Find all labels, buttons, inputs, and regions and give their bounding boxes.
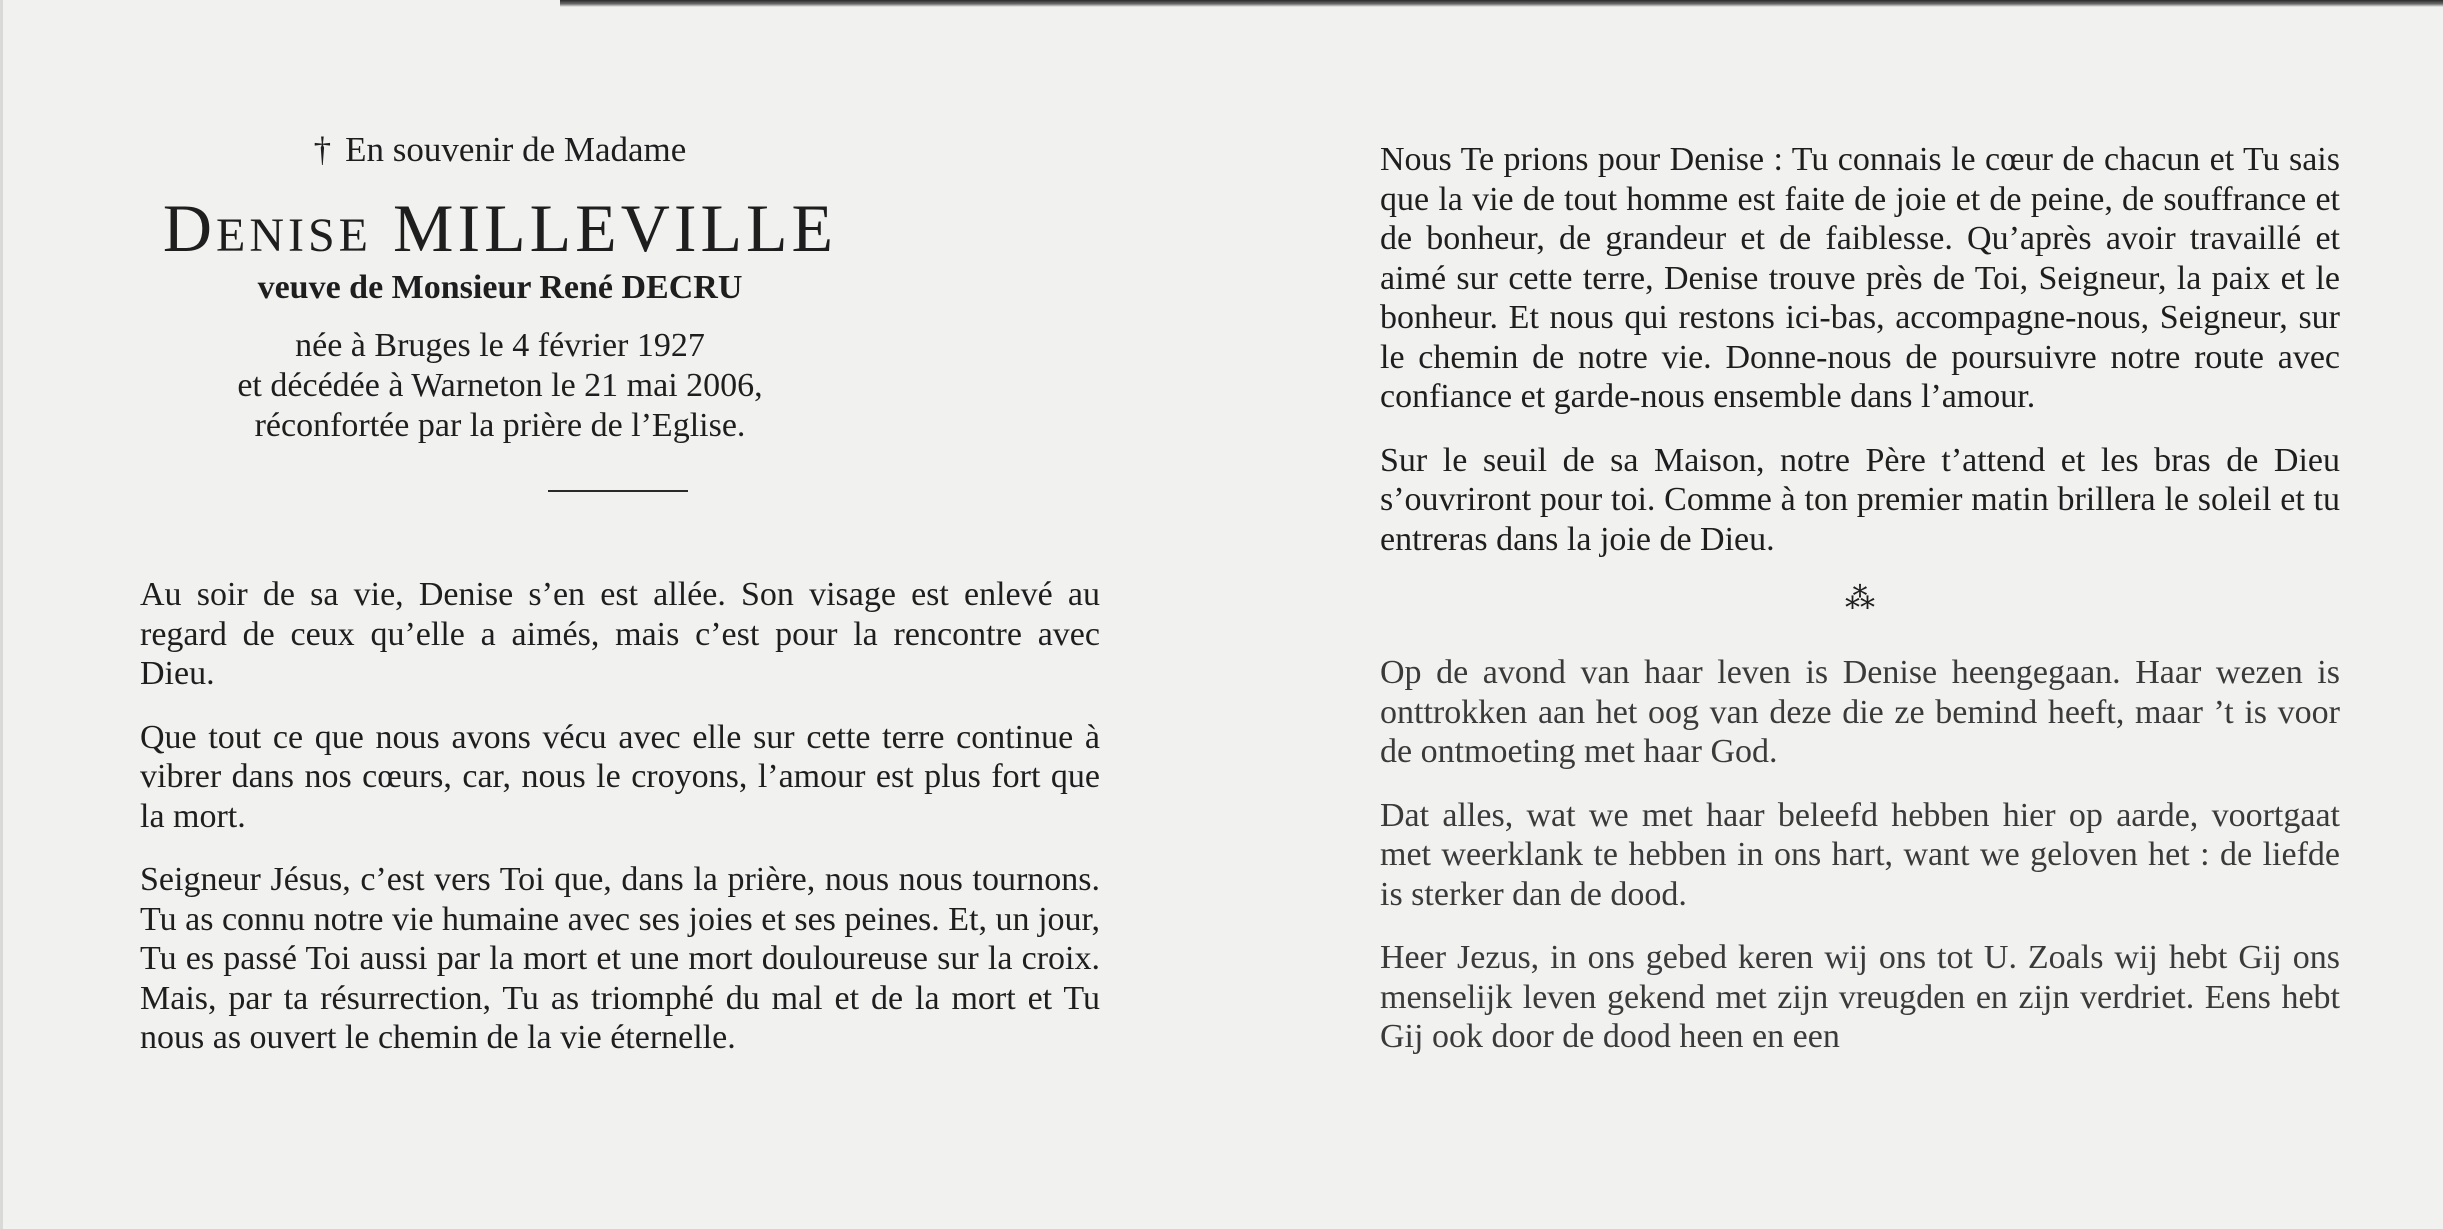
birth-death-details	[0, 326, 1100, 446]
divider-rule	[548, 490, 688, 492]
intro-text: En souvenir de Madame	[345, 130, 687, 169]
death-line: et décédée à Warneton le 21 mai 2006,	[237, 367, 763, 404]
right-body-text	[1380, 140, 2340, 1081]
intro-line	[0, 128, 1100, 172]
deceased-name: Denise MILLEVILLE	[162, 190, 838, 266]
birth-line: née à Bruges le 4 février 1927	[295, 327, 705, 364]
paragraph: Dat alles, wat we met haar beleefd hebben hier op aarde, voortgaat met weerklank te hebben in ons hart, want we geloven het : de liefde is sterker dan de dood.	[1380, 796, 2340, 913]
paragraph: Que tout ce que nous avons vécu avec elle sur cette terre continue à vibrer dans nos cœurs, car, nous le croyons, l’amour est plus fort que la mort.	[140, 718, 1100, 835]
paragraph: Heer Jezus, in ons gebed keren wij ons tot U. Zoals wij hebt Gij ons menselijk leven gekend met zijn vreugden en zijn verdriet. Eens hebt Gij ook door de dood heen en een	[1380, 939, 2340, 1055]
paragraph: Sur le seuil de sa Maison, notre Père t’attend et les bras de Dieu s’ouvriront pour toi. Comme à ton premier matin brillera le soleil et tu entreras dans la joie de Dieu.	[1380, 441, 2340, 558]
paragraph: Nous Te prions pour Denise : Tu connais le cœur de chacun et Tu sais que la vie de tout homme est faite de joie et de peine, de souffrance et de bonheur, de grandeur et de faiblesse. Qu’après avoir travaillé et aimé sur cette terre, Denise trouve près de Toi, Seigneur, la paix et le bonheur. Et nous qui restons ici-bas, accompagne-nous, Seigneur, sur le chemin de notre vie. Donne-nous de poursuivre notre route avec confiance et garde-nous ensemble dans l’amour.	[1380, 141, 2340, 415]
paragraph: Au soir de sa vie, Denise s’en est allée. Son visage est enlevé au regard de ceux qu’elle a aimés, mais c’est pour la rencontre avec Dieu.	[140, 576, 1100, 692]
widow-of-line: veuve de Monsieur René DECRU	[257, 269, 743, 306]
card-left-edge	[0, 0, 3, 1229]
cross-icon: †	[313, 130, 332, 169]
paragraph: Op de avond van haar leven is Denise heengegaan. Haar wezen is onttrokken aan het oog van deze die ze bemind heeft, maar ’t is voor de ontmoeting met haar God.	[1380, 654, 2340, 770]
comfort-line: réconfortée par la prière de l’Eglise.	[254, 407, 746, 444]
asterism-icon: ⁂	[1845, 582, 1875, 615]
left-body-text	[140, 575, 1100, 1082]
card-top-edge-shadow	[560, 0, 2443, 7]
memorial-heading	[140, 128, 1100, 446]
paragraph: Seigneur Jésus, c’est vers Toi que, dans la prière, nous nous tournons. Tu as connu notre vie humaine avec ses joies et ses peines. Et, un jour, Tu es passé Toi aussi par la mort et une mort douloureuse sur la croix. Mais, par ta résurrection, Tu as triomphé du mal et de la mort et Tu nous as ouvert le chemin de la vie éternelle.	[140, 861, 1100, 1056]
